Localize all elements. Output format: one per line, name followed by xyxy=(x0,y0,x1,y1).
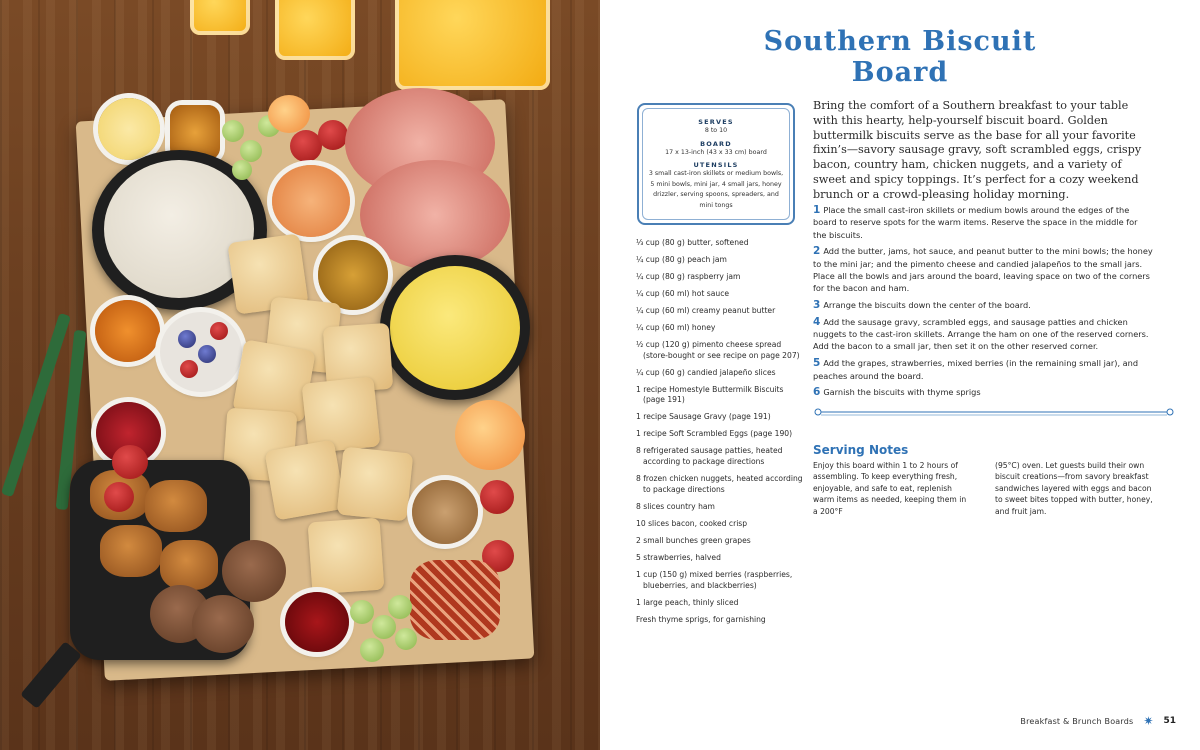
chicken-nuggets xyxy=(160,540,218,590)
serves-value: 8 to 10 xyxy=(704,127,728,134)
ingredient-item: ¼ cup (60 g) candied jalapeño slices xyxy=(636,367,776,377)
grapes xyxy=(372,615,396,639)
step-text: Garnish the biscuits with thyme sprigs xyxy=(823,387,981,398)
biscuit xyxy=(308,518,385,595)
grapes xyxy=(222,120,244,142)
blueberries xyxy=(198,345,216,363)
step-item xyxy=(813,204,1153,241)
ingredient-item: ¼ cup (60 ml) hot sauce xyxy=(636,288,730,298)
ornamental-divider xyxy=(813,408,1175,418)
juice-glass xyxy=(190,0,250,35)
serving-notes-column-1: Enjoy this board within 1 to 2 hours of assembling. To keep everything fresh, enjoyable, and safe to eat, replenish warm items as needed, keeping them in a 200°F xyxy=(813,461,967,516)
ingredient-item: ¼ cup (60 ml) honey xyxy=(636,322,716,332)
step-text: Arrange the biscuits down the center of the board. xyxy=(823,300,1031,311)
step-text: Add the sausage gravy, scrambled eggs, and sausage patties and chicken nuggets to the cast-iron skillets. Arrange the ham on one of the reserved corners. Add the bacon to a small jar, then set it on the other reserved corner. xyxy=(813,316,1149,352)
ingredient-item: 10 slices bacon, cooked crisp xyxy=(636,518,748,528)
step-item xyxy=(813,299,1153,311)
strawberries xyxy=(104,482,134,512)
step-item xyxy=(813,245,1153,294)
ingredient-item: 8 frozen chicken nuggets, heated according to package directions xyxy=(636,474,803,494)
ingredient-list xyxy=(636,238,806,632)
biscuit xyxy=(264,439,345,520)
juice-glass xyxy=(275,0,355,60)
step-item xyxy=(813,357,1153,382)
hot-sauce-bowl xyxy=(285,592,349,652)
step-text: Add the grapes, strawberries, mixed berries (in the remaining small jar), and peaches around the board. xyxy=(813,358,1139,381)
recipe-info-box xyxy=(637,103,795,225)
step-list xyxy=(813,204,1153,403)
ingredient-item: ⅓ cup (80 g) butter, softened xyxy=(636,238,749,247)
ingredient-item: 8 slices country ham xyxy=(636,501,715,511)
grapes xyxy=(232,160,252,180)
step-number: 6 xyxy=(813,386,821,399)
peanut-butter-bowl xyxy=(412,480,478,544)
step-number: 5 xyxy=(813,357,821,370)
chicken-nuggets xyxy=(145,480,207,532)
peach-slices xyxy=(455,400,525,470)
grapes xyxy=(395,628,417,650)
utensils-label: UTENSILS xyxy=(693,161,739,169)
step-item xyxy=(813,386,1153,398)
step-number: 2 xyxy=(813,245,821,258)
butter-bowl xyxy=(98,98,160,160)
board-label: BOARD xyxy=(700,139,732,148)
step-text: Place the small cast-iron skillets or medium bowls around the edges of the board to reserve spots for the warm items. Reserve the space in the middle for the biscuits. xyxy=(813,205,1138,240)
recipe-page xyxy=(600,0,1200,750)
raspberries xyxy=(210,322,228,340)
page-title: Southern Biscuit Board xyxy=(763,26,1037,88)
board-value: 17 x 13-inch (43 x 33 cm) board xyxy=(665,148,767,156)
serving-notes-heading: Serving Notes xyxy=(813,443,909,457)
ingredient-item: 1 cup (150 g) mixed berries (raspberries, blueberries, and blackberries) xyxy=(636,569,793,590)
sausage-patty xyxy=(222,540,286,602)
country-ham xyxy=(360,160,510,270)
pimento-cheese-bowl xyxy=(272,165,350,237)
bacon xyxy=(410,560,500,640)
ingredient-item: 8 refrigerated sausage patties, heated according to package directions xyxy=(636,446,783,467)
ingredient-item: Fresh thyme sprigs, for garnishing xyxy=(636,614,766,624)
grapes xyxy=(360,638,384,662)
ingredient-item: ¼ cup (80 g) peach jam xyxy=(636,254,727,264)
ingredient-item: 1 recipe Soft Scrambled Eggs (page 190) xyxy=(636,429,793,439)
jalapeno-jar xyxy=(318,240,388,310)
star-ornament-icon: ✷ xyxy=(1143,714,1154,728)
ingredient-item: 2 small bunches green grapes xyxy=(636,535,751,545)
biscuit xyxy=(337,447,414,522)
page-footer xyxy=(1020,715,1176,727)
step-number: 3 xyxy=(813,299,821,312)
ingredient-item: 1 large peach, thinly sliced xyxy=(636,597,739,607)
serving-notes-column-2: (95°C) oven. Let guests build their own biscuit creations—from savory breakfast sandwiches layered with eggs and bacon to sweet bites topped with butter, honey, and fruit jam. xyxy=(995,461,1153,516)
utensils-value: 3 small cast-iron skillets or medium bowls, 5 mini bowls, mini jar, 4 small jars, honey drizzler, serving spoons, spreaders, and mini tongs xyxy=(648,170,784,209)
ingredient-item: 1 recipe Homestyle Buttermilk Biscuits (page 191) xyxy=(636,384,784,405)
ingredient-item: 1 recipe Sausage Gravy (page 191) xyxy=(636,412,771,422)
intro-paragraph: Bring the comfort of a Southern breakfast to your table with this hearty, help-yourself biscuit board. Golden buttermilk biscuits serve as the base for all your favorite fixin’s—savory sausage gravy, soft scrambled eggs, crispy bacon, country ham, chicken nuggets, and a variety of sweet and spicy toppings. It’s perfect for a cozy weekend brunch or a crowd-pleasing holiday morning. xyxy=(813,99,1142,201)
step-number: 1 xyxy=(813,204,821,216)
peach-slices xyxy=(268,95,310,133)
serves-label: SERVES xyxy=(698,118,734,126)
skillet-handle xyxy=(20,641,82,709)
footer-section-label: Breakfast & Brunch Boards xyxy=(1020,716,1134,726)
scrambled-eggs xyxy=(390,266,520,390)
sausage-patty xyxy=(192,595,254,653)
grapes xyxy=(350,600,374,624)
ingredient-item: 5 strawberries, halved xyxy=(636,552,721,562)
ingredient-item: ¼ cup (80 g) raspberry jam xyxy=(636,271,741,281)
strawberries xyxy=(318,120,348,150)
step-text: Add the butter, jams, hot sauce, and peanut butter to the mini bowls; the honey to the mini jar; and the pimento cheese and candied jalapeños to the small jars. Place all the bowls and jars around the board, leaving space on two of the corners for the bacon and ham. xyxy=(813,246,1153,294)
ingredient-item: ¼ cup (60 ml) creamy peanut butter xyxy=(636,305,776,315)
strawberries xyxy=(480,480,514,514)
ingredient-item: ½ cup (120 g) pimento cheese spread (store-bought or see recipe on page 207) xyxy=(636,339,800,360)
step-item xyxy=(813,316,1153,353)
juice-pitcher xyxy=(395,0,550,90)
chicken-nuggets xyxy=(100,525,162,577)
grapes xyxy=(388,595,412,619)
raspberries xyxy=(180,360,198,378)
page-number: 51 xyxy=(1163,716,1176,726)
step-number: 4 xyxy=(813,315,821,328)
strawberries xyxy=(112,445,148,479)
grapes xyxy=(240,140,262,162)
blueberries xyxy=(178,330,196,348)
peach-jam-bowl xyxy=(95,300,160,362)
